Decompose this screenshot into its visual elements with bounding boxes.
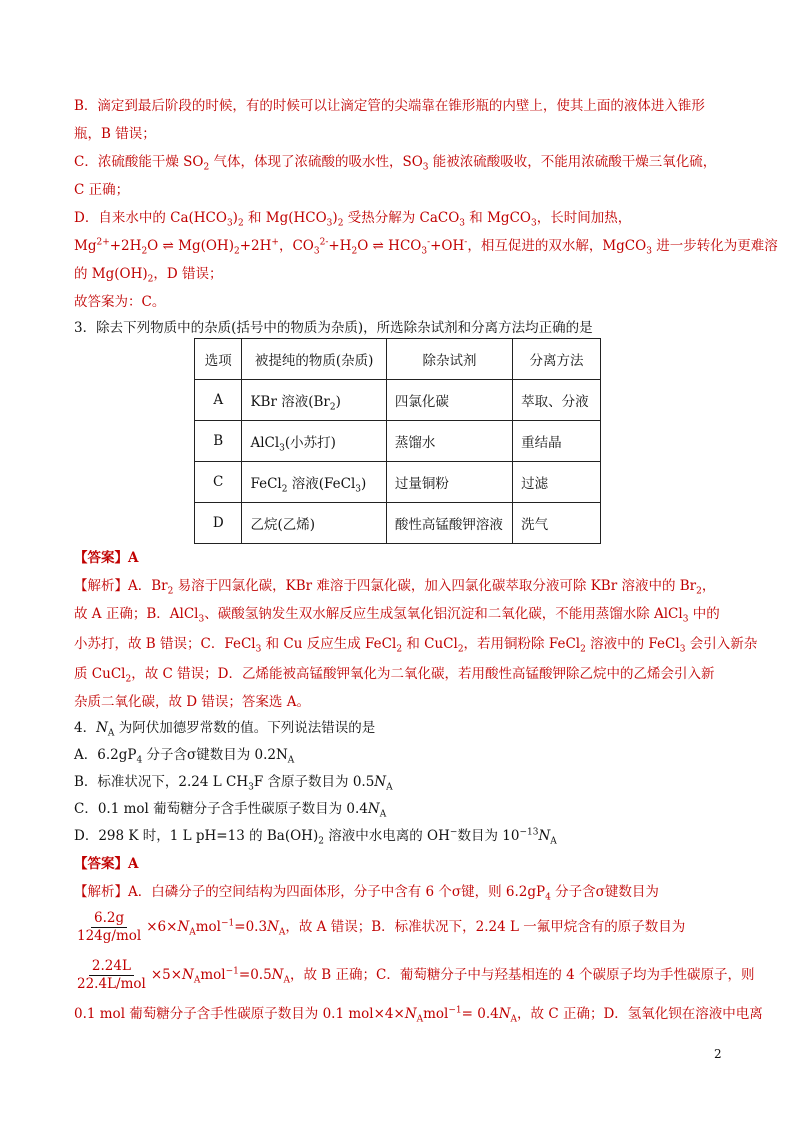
analysis-line-c: C．浓硫酸能干燥 $SO_2$ 气体，体现了浓硫酸的吸水性，$SO_3$ 能被浓硫酸吸收，不能用浓硫酸干燥三氧化硫，: [74, 154, 717, 173]
row-reagent: 酸性高锰酸钾溶液: [386, 503, 512, 544]
row-substance: 乙烷(乙烯): [242, 503, 386, 544]
header-substance: 被提纯的物质(杂质): [242, 339, 386, 380]
analysis-line-c-cont: C 正确；: [74, 182, 130, 198]
question-4-option-d: D．298 K 时，1 L pH=13 的 $Ba(OH)_2$ 溶液中水电离的 OH−数目为 $10^{-13}N_A$: [74, 827, 557, 847]
question-4-option-c: C．0.1 mol 葡萄糖分子含手性碳原子数目为 $0.4N_A$: [74, 801, 387, 820]
question-4-stem: 4．$N_A$ 为阿伏加德罗常数的值。下列说法错误的是: [74, 720, 376, 739]
row-method: 萃取、分液: [513, 380, 601, 421]
row-substance: AlCl$_3$(小苏打): [242, 421, 386, 462]
row-option: B: [195, 421, 242, 462]
row-substance: KBr 溶液$(Br_2)$: [242, 380, 386, 421]
analysis-line-b: B．滴定到最后阶段的时候，有的时候可以让滴定管的尖端靠在锥形瓶的内壁上，使其上面的液体进入锥形: [74, 98, 705, 114]
table-row: [195, 503, 601, 544]
explanation-3-line-4: 质 CuCl$_2$，故 C 错误；D．乙烯能被高锰酸钾氧化为二氧化碳，若用酸性高锰酸钾除乙烷中的乙烯会引入新: [74, 666, 715, 685]
row-option: A: [195, 380, 242, 421]
answer-3: 【答案】A: [74, 550, 139, 566]
explanation-4-line-2: $\frac{6.2g}{\text{124g/mol}}$ $\times 6\times N_Amol^{-1}=0.3N_A$，故 A 错误；B．标准状况下，2.24 L 一氟甲烷含有的原子数目为: [74, 910, 685, 945]
explanation-4-line-4: 0.1 mol 葡萄糖分子含手性碳原子数目为 0.1 $mol\times 4\times N_Amol^{-1}= 0.4N_A$，故 C 正确；D．氢氧化钡在溶液中电离: [74, 1005, 763, 1025]
row-option: D: [195, 503, 242, 544]
fraction-mass-over-molar-mass: $\frac{6.2g}{\text{124g/mol}}$: [77, 910, 142, 944]
explanation-3-line-5: 杂质二氧化碳，故 D 错误；答案选 A。: [74, 694, 310, 710]
analysis-line-b-cont: 瓶，B 错误；: [74, 126, 156, 142]
fraction-volume-over-molar-volume: $\frac{2.24L}{\text{22.4L/mol}}$: [77, 958, 146, 992]
question-4-option-a: A．$6.2gP_4$ 分子含σ键数目为 $0.2N_A$: [74, 747, 295, 766]
page-number: 2: [714, 1047, 722, 1061]
explanation-4-line-1: 【解析】A．白磷分子的空间结构为四面体形，分子中含有 6 个σ键，则 $6.2gP_4$ 分子含σ键数目为: [74, 884, 659, 903]
row-substance: FeCl$_2$ 溶液(FeCl$_3$): [242, 462, 386, 503]
question-3-stem: 3．除去下列物质中的杂质(括号中的物质为杂质)，所选除杂试剂和分离方法均正确的是: [74, 320, 593, 336]
table-header-row: [195, 339, 601, 380]
table-row: [195, 462, 601, 503]
row-method: 洗气: [513, 503, 601, 544]
row-reagent: 过量铜粉: [386, 462, 512, 503]
analysis-line-d: D．自来水中的 $Ca(HCO_3)_2$ 和 $Mg(HCO_3)_2$ 受热分解为 CaCO$_3$ 和 MgCO$_3$，长时间加热，: [74, 210, 632, 229]
explanation-3-line-1: 【解析】A．$Br_2$ 易溶于四氯化碳，KBr 难溶于四氯化碳，加入四氯化碳萃取分液可除 KBr 溶液中的 $Br_2$，: [74, 578, 716, 597]
final-answer-line: 故答案为：C。: [74, 294, 166, 310]
header-option: 选项: [195, 339, 242, 380]
row-method: 过滤: [513, 462, 601, 503]
hydrolysis-equation-line: $Mg^{2+}+2H_2O$ ⇌ $Mg(OH)_2+2H^+$，$CO_3^{2-}+H_2O$ ⇌ $HCO_3^-+OH^-$，相互促进的双水解，MgCO$_3$ 进一步转化为更难溶: [74, 237, 778, 257]
explanation-3-line-2: 故 A 正确；B．AlCl$_3$、碳酸氢钠发生双水解反应生成氢氧化铝沉淀和二氧化碳，不能用蒸馏水除 AlCl$_3$ 中的: [74, 606, 720, 625]
row-reagent: 蒸馏水: [386, 421, 512, 462]
table-row: [195, 421, 601, 462]
table-row: [195, 380, 601, 421]
row-method: 重结晶: [513, 421, 601, 462]
row-option: C: [195, 462, 242, 503]
header-method: 分离方法: [513, 339, 601, 380]
explanation-4-line-3: $\frac{2.24L}{\text{22.4L/mol}}$ $\times 5\times N_Amol^{-1}=0.5N_A$，故 B 正确；C．葡萄糖分子中与羟基相连的 4 个碳原子均为手性碳原子，则: [74, 958, 755, 993]
explanation-3-line-3: 小苏打，故 B 错误；C．FeCl$_3$ 和 Cu 反应生成 FeCl$_2$ 和 CuCl$_2$，若用铜粉除 FeCl$_2$ 溶液中的 FeCl$_3$ 会引入新杂: [74, 636, 758, 655]
header-reagent: 除杂试剂: [386, 339, 512, 380]
question-4-option-b: B．标准状况下，2.24 L $CH_3F$ 含原子数目为 $0.5N_A$: [74, 774, 393, 793]
row-reagent: 四氯化碳: [386, 380, 512, 421]
options-table: [194, 338, 601, 544]
answer-4: 【答案】A: [74, 856, 139, 872]
analysis-line-d-cont: 的 $Mg(OH)_2$，D 错误；: [74, 266, 223, 285]
